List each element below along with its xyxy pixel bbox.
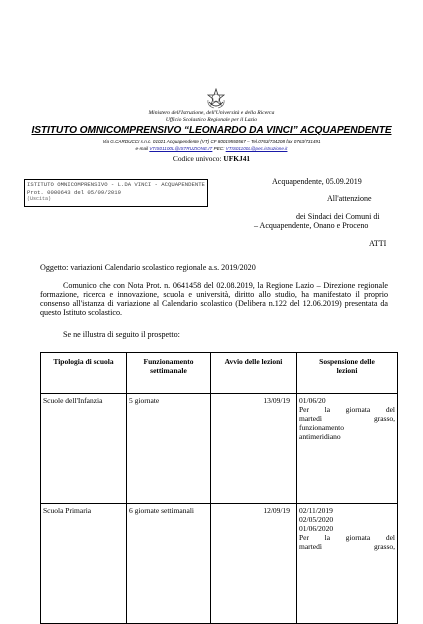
table-intro: Se ne illustra di seguito il prospetto: (63, 330, 180, 339)
protocol-stamp-line-1: ISTITUTO OMNICOMPRENSIVO - L.DA VINCI - ACQUAPENDENTE (27, 181, 205, 188)
institute-address: Via G.CARDUCCI s.n.c. 01021 Acquapendente (VT) CF 80019550567 – Tel.0763/734208 fax 0763/731491 (102, 139, 321, 144)
attention-line: All'attenzione (327, 194, 372, 203)
institute-name: ISTITUTO OMNICOMPRENSIVO “LEONARDO DA VINCI” ACQUAPENDENTE (31, 125, 392, 136)
cell-weekly-operation: 5 giornate (127, 394, 211, 504)
protocol-stamp-line-3: (Uscita) (27, 196, 52, 203)
table-row (41, 504, 398, 624)
header-weekly-operation: Funzionamento settimanale (127, 353, 211, 394)
protocol-stamp-line-2: Prot. 0000643 del 05/09/2019 (27, 188, 121, 196)
letter-date: Acquapendente, 05.09.2019 (272, 177, 362, 186)
cell-weekly-operation: 6 giornate settimanali (127, 504, 211, 624)
italian-republic-emblem-icon (206, 88, 226, 110)
ministry-name: Ministero dell'Istruzione, dell'Università e della Ricerca (148, 110, 275, 116)
records-line: ATTI (369, 239, 387, 248)
letter-body-text: Comunico che con Nota Prot. n. 0641458 del 02.08.2019, la Regione Lazio – Direzione regionale formazione, ricerca e innovazione, scuola e università, diritto allo studio, ha manifestato il proprio consenso all'istanza di variazione al Calendario scolastico (Delibera n.122 del 12.06.2019) presentata da questo Istituto scolastico. (40, 281, 388, 317)
recipients-line-1: dei Sindaci dei Comuni di (296, 212, 380, 221)
header-lesson-suspension: Sospensione delle lezioni (297, 353, 398, 394)
letter-body (40, 282, 388, 318)
cell-lesson-start: 13/09/19 (211, 394, 297, 504)
protocol-stamp (24, 179, 208, 207)
pec-label: PEC: (213, 146, 225, 151)
table-row (41, 394, 398, 504)
email-label: e-mail (135, 146, 149, 151)
recipients-line-2: – Acquapendente, Onano e Proceno (254, 221, 369, 230)
cell-lesson-suspension: 01/06/20 Per la giornata del martedì grasso, funzionamento antimeridiano (297, 394, 398, 504)
office-name: Ufficio Scolastico Regionale per il Lazio (165, 117, 258, 123)
unique-code-label: Codice univoco: (172, 154, 222, 163)
calendar-table (40, 352, 398, 624)
cell-school-type: Scuole dell'Infanzia (41, 394, 127, 504)
header-lesson-start: Avvio delle lezioni (211, 353, 297, 394)
pec-link[interactable]: VTIS01100L@pec.istruzione.it (225, 146, 288, 151)
cell-lesson-start: 12/09/19 (211, 504, 297, 624)
table-header-row (41, 353, 398, 394)
cell-school-type: Scuola Primaria (41, 504, 127, 624)
header-school-type: Tipologia di scuola (41, 353, 127, 394)
cell-lesson-suspension: 02/11/2019 02/05/2020 01/06/2020 Per la giornata del martedì grasso, (297, 504, 398, 624)
unique-code-value: UFKJ41 (223, 154, 251, 163)
unique-code-line (0, 154, 423, 163)
contact-line (0, 146, 423, 151)
email-link[interactable]: VTIS01100L@ISTRUZIONE.IT (149, 146, 213, 151)
letter-subject: Oggetto: variazioni Calendario scolastico regionale a.s. 2019/2020 (40, 263, 256, 272)
